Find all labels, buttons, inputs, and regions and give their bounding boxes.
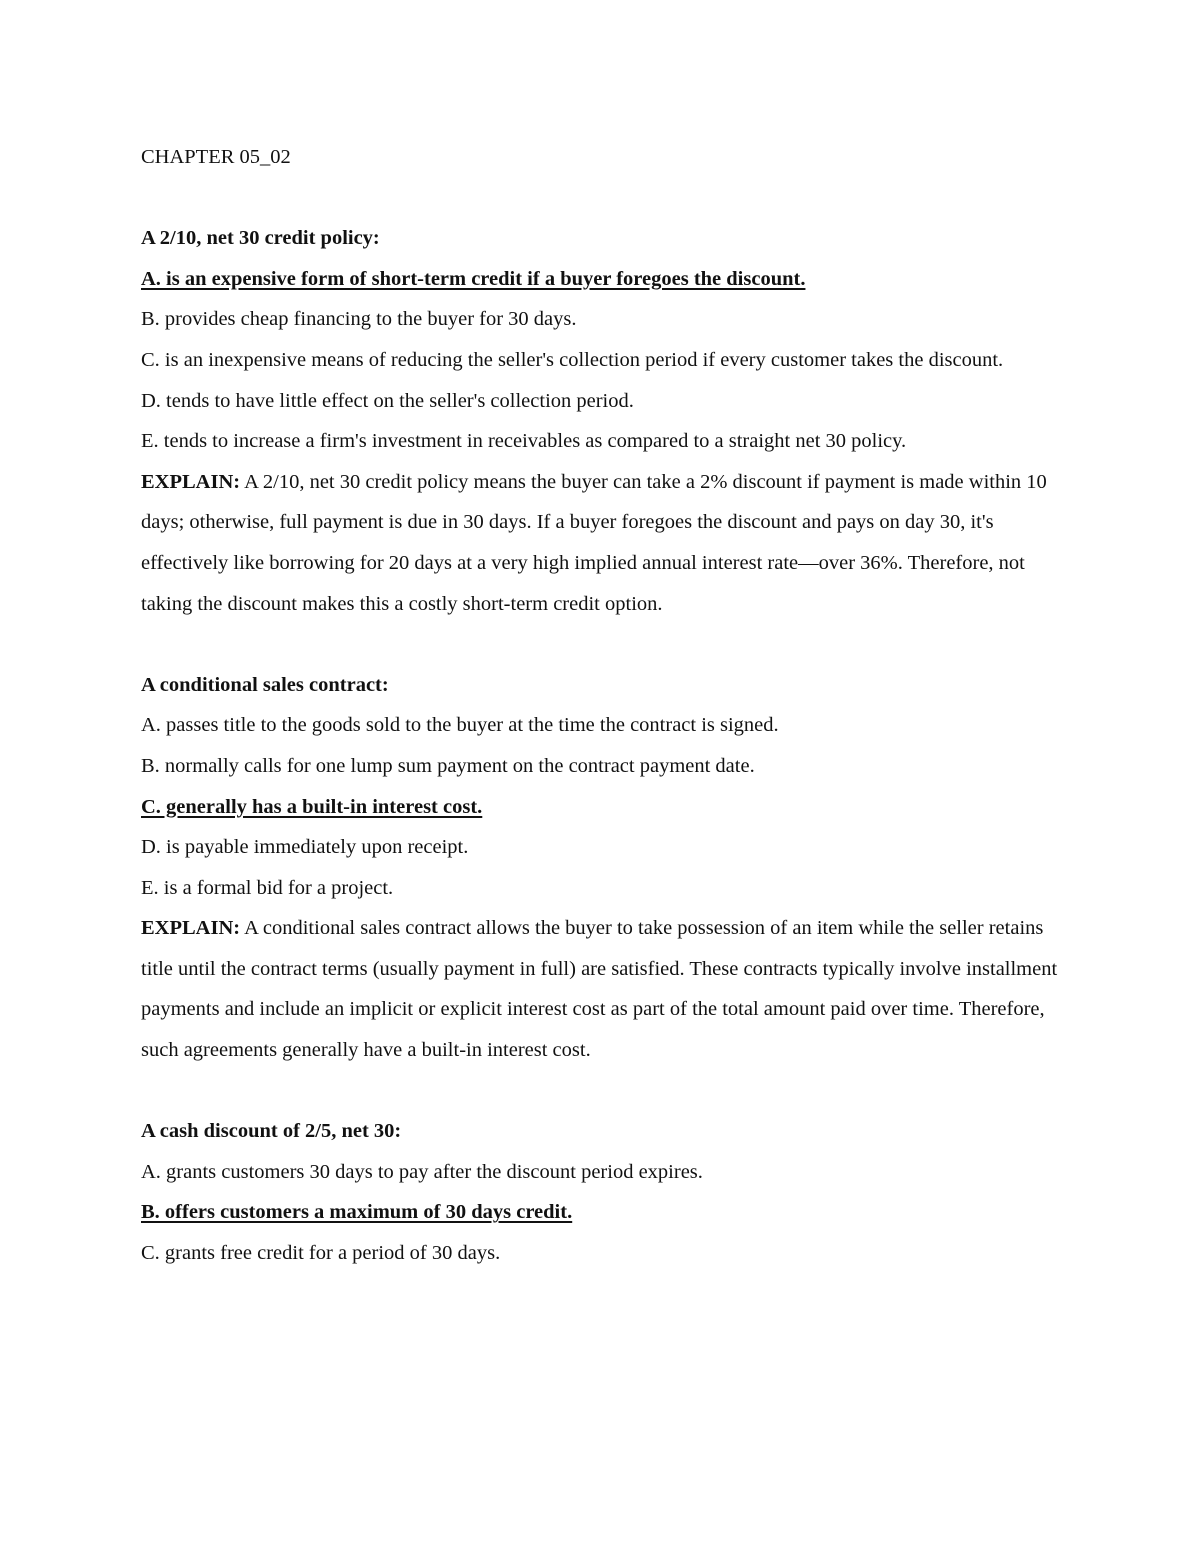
question-2-explain-label: EXPLAIN: <box>141 917 241 940</box>
question-2-option-d: D. is payable immediately upon receipt. <box>141 836 469 859</box>
question-3-option-b: B. offers customers a maximum of 30 days credit. <box>141 1201 573 1224</box>
question-1-explain-text: A 2/10, net 30 credit policy means the buyer can take a 2% discount if payment is made within 10 days; otherwise, full payment is due in 30 days. If a buyer foregoes the discount and pays on day 30, it's effectively like borrowing for 20 days at a very high implied annual interest rate—over 36%. Therefore, not taking the discount makes this a costly short-term credit option. <box>141 470 1047 615</box>
question-2-option-a: A. passes title to the goods sold to the buyer at the time the contract is signed. <box>141 714 779 737</box>
question-1-option-c: C. is an inexpensive means of reducing the seller's collection period if every customer takes the discount. <box>141 348 1004 371</box>
chapter-title: CHAPTER 05_02 <box>141 146 291 168</box>
spacer <box>141 1071 1061 1112</box>
question-1-option-d: D. tends to have little effect on the seller's collection period. <box>141 389 634 412</box>
question-1-option-e: E. tends to increase a firm's investment in receivables as compared to a straight net 30 policy. <box>141 430 907 453</box>
question-1-explanation <box>141 462 1061 624</box>
question-3-stem: A cash discount of 2/5, net 30: <box>141 1120 402 1143</box>
question-3-option-a: A. grants customers 30 days to pay after the discount period expires. <box>141 1160 703 1183</box>
question-2-option-e: E. is a formal bid for a project. <box>141 876 394 899</box>
question-2-option-c: C. generally has a built-in interest cost. <box>141 795 483 818</box>
question-2-option-b: B. normally calls for one lump sum payment on the contract payment date. <box>141 754 755 777</box>
spacer <box>141 624 1061 665</box>
question-2 <box>141 665 1061 1071</box>
spacer <box>141 178 1061 219</box>
question-1-option-a: A. is an expensive form of short-term credit if a buyer foregoes the discount. <box>141 267 806 290</box>
question-2-explanation <box>141 908 1061 1070</box>
question-1-option-b: B. provides cheap financing to the buyer for 30 days. <box>141 308 577 331</box>
question-3 <box>141 1111 1061 1273</box>
question-2-explain-text: A conditional sales contract allows the buyer to take possession of an item while the seller retains title until the contract terms (usually payment in full) are satisfied. These contracts typically involve installment payments and include an implicit or explicit interest cost as part of the total amount paid over time. Therefore, such agreements generally have a built-in interest cost. <box>141 917 1058 1062</box>
document-content <box>141 137 1061 1274</box>
question-1-stem: A 2/10, net 30 credit policy: <box>141 227 380 250</box>
question-1-explain-label: EXPLAIN: <box>141 470 241 493</box>
question-3-option-c: C. grants free credit for a period of 30 days. <box>141 1242 501 1265</box>
question-2-stem: A conditional sales contract: <box>141 673 389 696</box>
question-1 <box>141 218 1061 624</box>
